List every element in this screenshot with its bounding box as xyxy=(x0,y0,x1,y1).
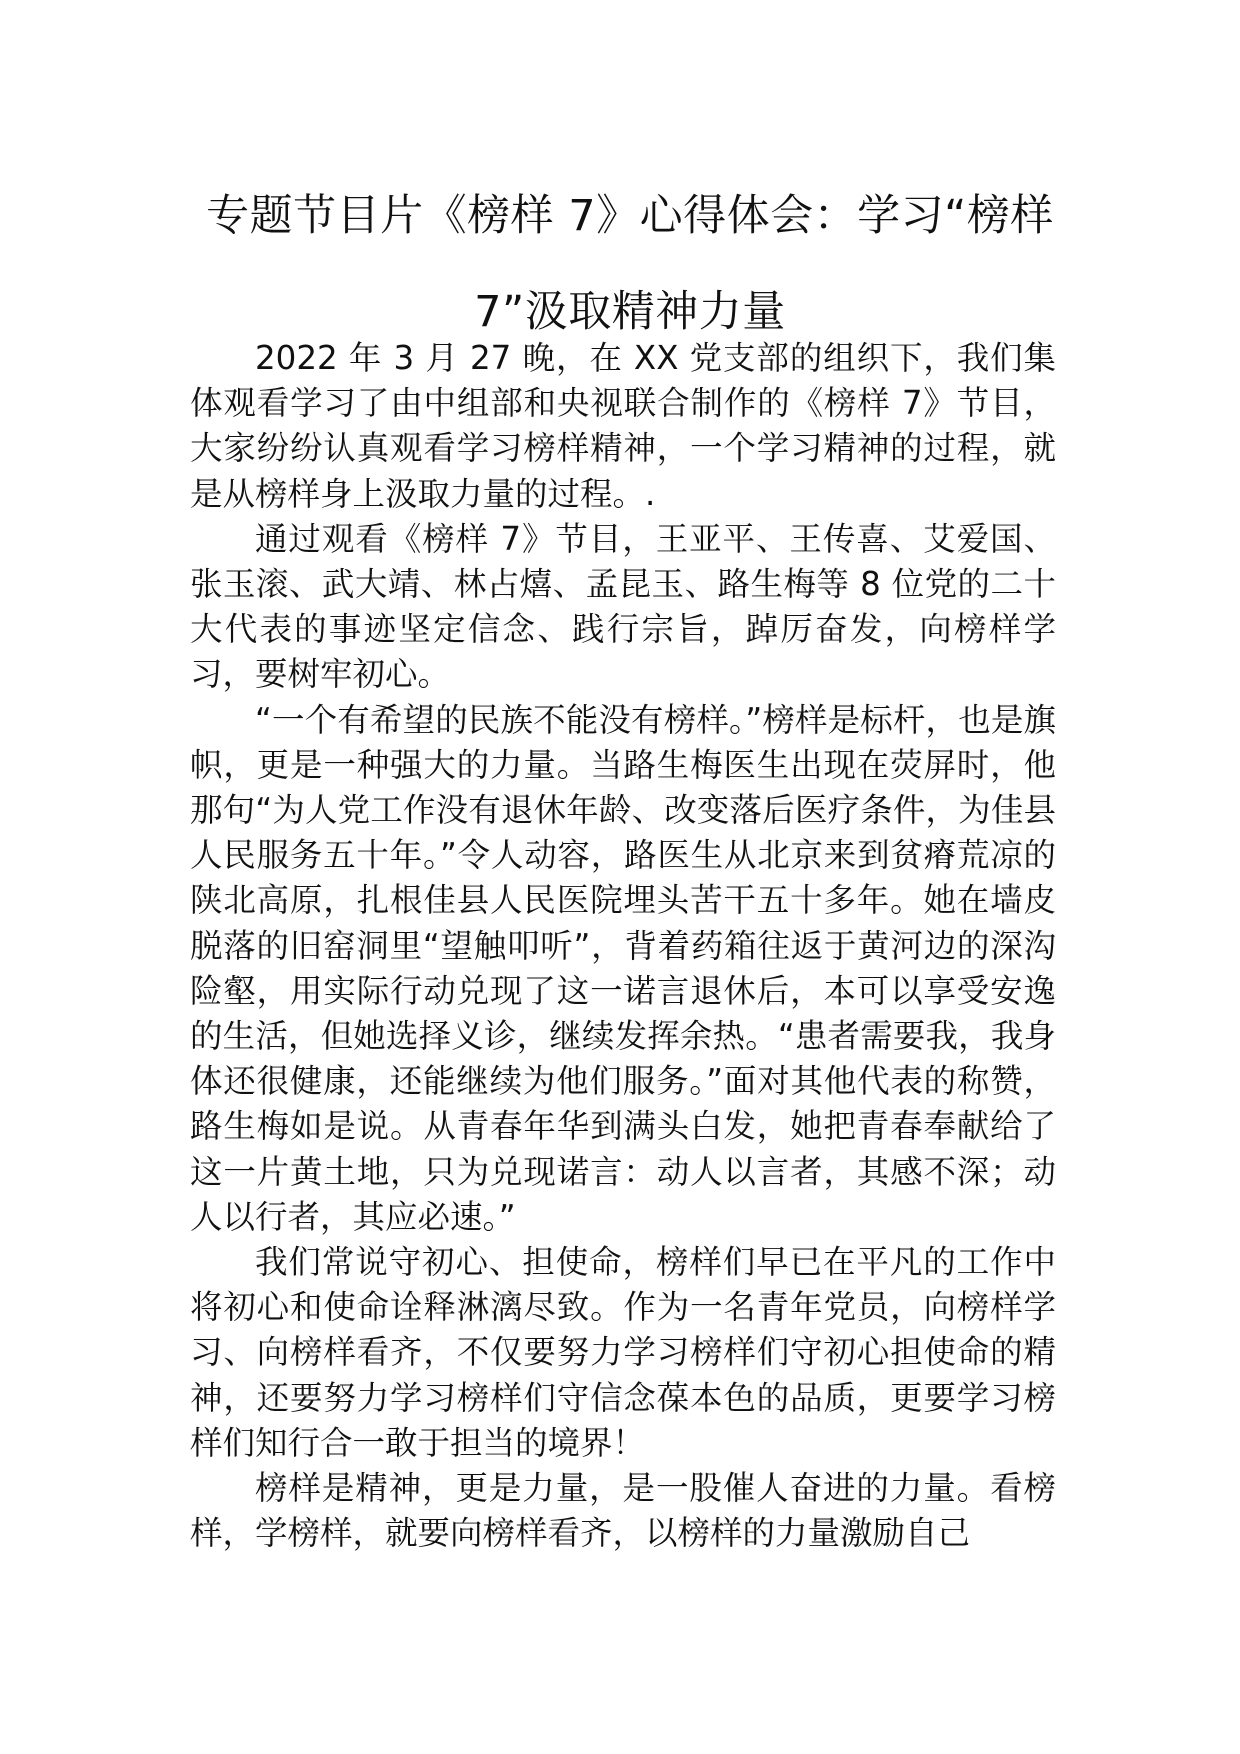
paragraph-4: 我们常说守初心、担使命，榜样们早已在平凡的工作中将初心和使命诠释淋漓尽致。作为一名青年党员，向榜样学习、向榜样看齐，不仅要努力学习榜样们守初心担使命的精神，还要努力学习榜样们守信念葆本色的品质，更要学习榜样们知行合一敢于担当的境界！ xyxy=(190,1243,1056,1462)
paragraph-2: 通过观看《榜样 7》节目，王亚平、王传喜、艾爱国、张玉滚、武大靖、林占熺、孟昆玉、路生梅等 8 位党的二十大代表的事迹坚定信念、践行宗旨，踔厉奋发，向榜样学习，要树牢初心。 xyxy=(190,519,1056,694)
document-title: 专题节目片《榜样 7》心得体会：学习“榜样 7”汲取精神力量 xyxy=(206,191,1054,337)
paragraph-3: “一个有希望的民族不能没有榜样。”榜样是标杆，也是旗帜，更是一种强大的力量。当路生梅医生出现在荧屏时，他那句“为人党工作没有退休年龄、改变落后医疗条件，为佳县人民服务五十年。”令人动容，路医生从北京来到贫瘠荒凉的陕北高原，扎根佳县人民医院埋头苦干五十多年。她在墙皮脱落的旧窑洞里“望触叩听”，背着药箱往返于黄河边的深沟险壑，用实际行动兑现了这一诺言退休后，本可以享受安逸的生活，但她选择义诊，继续发挥余热。“患者需要我，我身体还很健康，还能继续为他们服务。”面对其他代表的称赞，路生梅如是说。从青春年华到满头白发，她把青春奉献给了这一片黄土地，只为兑现诺言：动人以言者，其感不深；动人以行者，其应必速。” xyxy=(190,700,1056,1236)
document-body xyxy=(190,336,1056,1556)
paragraph-5: 榜样是精神，更是力量，是一股催人奋进的力量。看榜样，学榜样，就要向榜样看齐，以榜样的力量激励自己 xyxy=(190,1469,1056,1553)
paragraph-1: 2022 年 3 月 27 晚，在 XX 党支部的组织下，我们集体观看学习了由中组部和央视联合制作的《榜样 7》节目，大家纷纷认真观看学习榜样精神，一个学习精神的过程，就是从榜样身上汲取力量的过程。. xyxy=(190,339,1056,513)
